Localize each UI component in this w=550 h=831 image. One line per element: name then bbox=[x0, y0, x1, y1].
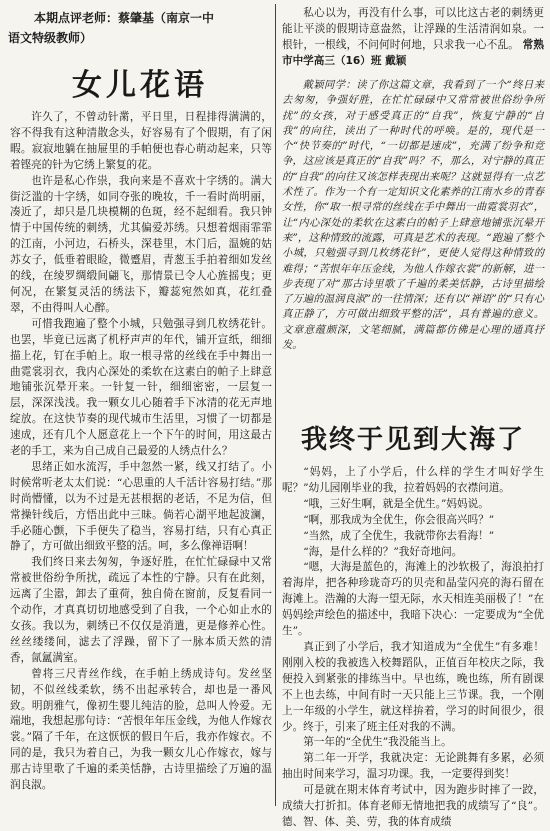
paragraph: 许久了，不曾动针黹，平日里，日程排得满满的，容不得我有这种清散念头，好容易有了个假期，有了闲暇。寂寂地躺在抽屉里的手帕便也春心萌动起来，只等着铿亮的针为它绣上繁复的花。 bbox=[10, 111, 272, 171]
paragraph: 可是就在期末体育考试中，因为跑步时摔了一跤，成绩大打折扣。体育老师无情地把我的成绩写了“良”。德、智、体、美、劳，我的体育成绩 bbox=[282, 784, 544, 828]
paragraph: “当然，成了全优生，我就带你去看海！” bbox=[303, 529, 495, 542]
paragraph: “嗯，大海是蓝色的，海滩上的沙软极了，海浪拍打着海岸，把各种珍珑奇巧的贝壳和晶莹闪亮的海石留在海滩上。浩瀚的大海一望无际，水天相连美丽极了！”在妈妈绘声绘色的描述中，我暗下决心：一定要成为“全优生”。 bbox=[282, 561, 544, 638]
paragraph: 我们终日来去匆匆，争逐好胜，在忙忙碌碌中又常常被世俗纷争所扰，疏远了本性的宁静。只有在此刻，远离了尘嚣，卸去了重荷，独自倚在窗前，反复看同一个动作，才真真切切地感受到了自我，一个心如止水的女孩。我以为，刺绣已不仅仅是消遣，更是修养心性。丝丝缕缕间，滤去了浮躁，留下了一脉本质天然的清香，氤氲满室。 bbox=[10, 556, 272, 664]
essay-continuation bbox=[282, 6, 544, 70]
left-column bbox=[4, 0, 272, 810]
right-column bbox=[280, 0, 546, 828]
paragraph: “海，是什么样的？”我好奇地问。 bbox=[303, 545, 463, 558]
paragraph: 可惜我跑遍了整个小城，只勉强寻到几枚绣花针。也罢，毕竟已远离了机杼声声的年代，铺开宣纸，细细描上花，钉在手帕上。取一根寻常的丝线在手中舞出一曲霓裳羽衣，我内心深处的柔软在这素白的帕子上肆意地铺张沉晕开来。一针复一针，细细密密，一层复一层，深深浅浅。我一颗女儿心随着手下冰清的花无声地绽放。在这快节奏的现代城市生活里，习惯了一切都是速成，还有几个人愿意花上一个下午的时间，用这最古老的手工，来为自己成自己最爱的人绣点什么？ bbox=[10, 317, 272, 458]
essay-body-2 bbox=[282, 465, 544, 831]
paragraph: 第一年的“全优生”我没能当上。 bbox=[303, 736, 452, 749]
essay-title: 女儿花语 bbox=[72, 68, 208, 103]
paragraph: “哦，三好生啊，就是全优生。”妈妈说。 bbox=[303, 497, 489, 510]
paragraph: 第二年一开学，我就决定：无论跳舞有多累，必须抽出时间来学习，温习功课。我，一定要得到奖！ bbox=[282, 752, 544, 781]
editor-line-1: 本期点评老师：蔡肇基（南京一中 bbox=[34, 11, 215, 25]
paragraph: 也许是私心作祟，我向来是不喜欢十字绣的。满大街泛滥的十字绣，如同夺张的晚妆，千一看时尚明丽，凑近了，却只是几块模糊的色斑，经不起细看。我只钟情于中国传统的刺绣，尤其偏爱苏绣。只想着烟雨霏霏的江南，小河边，石桥头，深巷里，木门后，温婉的姑苏女子，低垂着眼睑，微蹙眉，青葱玉手拍着细如发丝的线，在绫罗绸缎间翩飞，那情景已令人心旌摇曳；更何况，在繁复灵活的绣法下，瓣蕊宛然如真，花红叠翠，不由得叫人心醉。 bbox=[10, 174, 272, 314]
paragraph bbox=[282, 6, 544, 70]
paragraph: 曾将三尺青丝作线，在手帕上绣成诗句。发丝坚韧，不似丝线柔软，绣不出起承转合，却也是一番风致。明朗雅气，像初生婴儿纯洁的脸，总叫人怜爱。无端地，我想起那句诗：“苦恨年年压金线，为他人作嫁衣裳。”隔了千年，在这恹恹的假日午后，我亦作嫁衣。不同的是，我只为着自己，为我一颗女儿心作嫁衣，嫁与那古诗里歌了千遍的柔美恬静，古诗里描绘了万遍的温润良淑。 bbox=[10, 667, 272, 792]
column-divider bbox=[275, 4, 276, 806]
teacher-comment bbox=[282, 78, 544, 353]
paragraph: “妈妈，上了小学后，什么样的学生才叫好学生呢？”幼儿园刚毕业的我，拉着妈妈的衣襟问道。 bbox=[282, 466, 544, 494]
essay-body bbox=[10, 110, 272, 794]
paragraph: “啊，那我成为全优生，你会很高兴吗？” bbox=[303, 513, 495, 526]
paragraph: 真正到了小学后，我才知道成为“全优生”有多难！刚刚入校的我被选入校舞蹈队，正值百年校庆之际，我便投入到紧张的排练当中。早也练，晚也练，所有剧课不上也去练，中间有时一天只能上三节课。我，一个刚上一年级的小学生，就这样拚着，学习的时间很少，很少。终于，引来了班主任对我的不满。 bbox=[282, 640, 544, 733]
author-byline: 常熟市中学高三（16）班 戴颖 bbox=[282, 38, 545, 67]
editor-line-2: 语文特级教师） bbox=[8, 31, 93, 45]
paragraph-text: 私心以为，再没有什么事，可以比这古老的刺绣更能让平淡的假期诗意盎然，让浮躁的生活清润如泉。一根针，一根线，不问何时何地，只求我一心不乱。 bbox=[282, 7, 544, 51]
comment-paragraph: 戴颖同学：读了你这篇文章，我看到了一个“终日来去匆匆，争强好胜，在忙忙碌碌中又常常被世俗纷争所扰”的女孩，对于感受真正的“自我”，恢复宁静的“自我”的向往，读出了一种时代的呼唤。是的，现代是一个“快节奏的”时代，“一切都是速成”，充满了纷争和竞争，这应该是真正的“自我”吗？不，那么，对宁静的真正的“自我”的向往又该怎样表现出来呢？这就显得有一点艺术性了。作为一个有一定知识文化素养的江南水乡的青春女性，你“取一根寻常的丝线在手中舞出一曲霓裳羽衣”，让“内心深处的柔软在这素白的帕子上肆意地铺张沉晕开来”，这种情致的流露，可真是艺术的表现。“跑遍了整个小城，只勉强寻到几枚绣花针”，更使人觉得这种情致的难得；“苦恨年年压金线，为他人作嫁衣裳”的新解，进一步表现了对“那古诗里歌了千遍的柔美恬静，古诗里描绘了万遍的温润良淑”的一往情深；还有以“禅语”的“只有心真正静了，方可做出细致平整的活”，具有普遍的意义。文章意蕴颇深，文笔细腻，满篇都仿佛是心理的通真抒发。 bbox=[282, 79, 544, 352]
paragraph: 思绪正如水流泻，手中忽然一紧，线又打结了。小时候常听老太太们说：“心思重的人千活计容易打结。”那时尚懵懂，以为不过是无甚根据的老话，不足为信，但常操针线后，方悟出此中三昧。倘若心湖平地起波澜，手必随心颤，下手便失了稳当，容易打结，只有心真正静了，方可做出细致平整的活。呵，多么像禅语啊！ bbox=[10, 460, 272, 553]
editor-note bbox=[8, 8, 270, 48]
essay-title-2: 我终于见到大海了 bbox=[300, 425, 525, 455]
